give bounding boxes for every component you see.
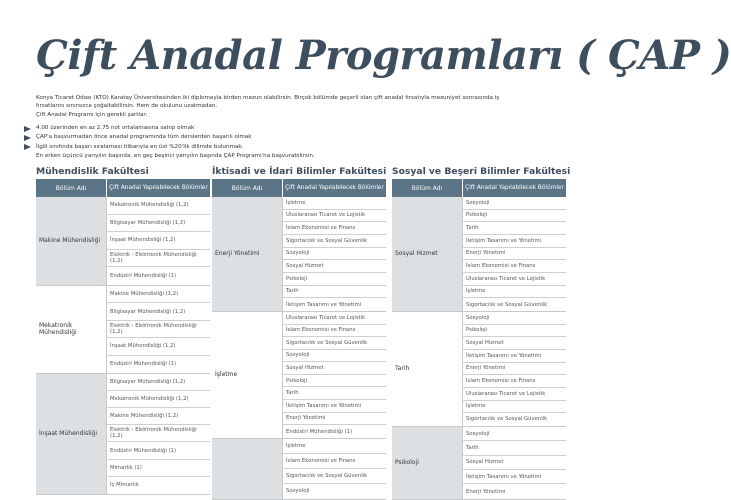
program-item: Endüstri Mühendisliği (1) (286, 428, 353, 435)
department-name: İşletme (215, 371, 238, 379)
faculty-title-muhendislik: Mühendislik Fakültesi (36, 166, 149, 177)
faculty-title-sosyal: Sosyal ve Beşeri Bilimler Fakültesi (392, 166, 571, 177)
program-item: Sigortacılık ve Sosyal Güvenlik (466, 301, 548, 308)
table-header (36, 179, 210, 197)
program-item: Enerji Yönetimi (466, 488, 506, 495)
program-item: İletişim Tasarımı ve Yönetimi (283, 400, 386, 413)
program-item: Bilgisayar Mühendisliği (1,2) (107, 215, 210, 233)
header-programs: Çift Anadal Yapılabilecek Bölümler (465, 184, 564, 191)
requirement-text: En erken üçüncü yarıyılın başında, en geç beşinci yarıyılın başında ÇAP Programı'na başvurabilirsin. (36, 152, 315, 159)
department-name: Mekatronik Mühendisliği (39, 321, 77, 337)
program-item: Mekatronik Mühendisliği (1,2) (107, 197, 210, 215)
program-item: Sigortacılık ve Sosyal Güvenlik (466, 416, 548, 423)
department-group (212, 197, 386, 312)
program-item: Psikoloji (463, 210, 566, 223)
intro-line: fırsatlarını sınırsızca çoğaltabilirsin. Hem de okulunu uzatmadan. (36, 103, 218, 110)
program-item: Sosyoloji (283, 350, 386, 363)
header-dept: Bölüm Adı (36, 179, 107, 197)
program-item: Makine Mühendisliği (1,2) (107, 408, 210, 425)
intro-line: Çift Anadal Programı için gerekli şartlar: (36, 111, 148, 118)
program-item: İnşaat Mühendisliği (1,2) (107, 232, 210, 250)
program-item: Sosyoloji (286, 488, 310, 495)
program-item: İslam Ekonomisi ve Finans (283, 454, 386, 469)
program-item: İletişim Tasarımı ve Yönetimi (286, 301, 362, 308)
program-item: İletişim Tasarımı ve Yönetimi (463, 235, 566, 248)
header-programs: Çift Anadal Yapılabilecek Bölümler (285, 184, 384, 191)
department-group (392, 312, 566, 427)
department-group (36, 197, 210, 286)
program-item: Uluslararası Ticaret ve Lojistik (463, 273, 566, 286)
program-item: Mimarlık (1) (107, 460, 210, 477)
department-name: Sosyal Hizmet (392, 197, 462, 311)
department-name: Psikoloji (392, 427, 462, 499)
program-item: İşletme (283, 197, 386, 210)
program-item: Sosyal Hizmet (283, 362, 386, 375)
department-name (212, 439, 282, 499)
intro-text (36, 94, 576, 119)
program-item: Sigortacılık ve Sosyal Güvenlik (283, 235, 386, 248)
requirement-item (24, 133, 564, 142)
requirement-item (24, 152, 564, 161)
program-item: Sosyal Hizmet (463, 456, 566, 470)
program-item: Sosyoloji (463, 427, 566, 441)
program-item: Elektrik - Elektronik Mühendisliği (1,2) (107, 425, 210, 442)
program-item: İşletme (463, 401, 566, 414)
arrow-bullet-icon (24, 144, 31, 150)
program-item: Bilgisayar Mühendisliği (1,2) (107, 374, 210, 391)
faculty-table-sosyal (392, 179, 566, 499)
department-group (392, 427, 566, 500)
program-item: İslam Ekonomisi ve Finans (283, 222, 386, 235)
department-name: Tarih (395, 365, 410, 373)
program-item: İşletme (463, 286, 566, 299)
department-name: Makine Mühendisliği (36, 197, 106, 285)
program-item: Sosyoloji (463, 197, 566, 210)
department-name: İnşaat Mühendisliği (36, 374, 106, 494)
program-list (282, 197, 386, 311)
program-item: Bilgisayar Mühendisliği (1,2) (107, 303, 210, 320)
program-item: Sigortacılık ve Sosyal Güvenlik (283, 337, 386, 350)
program-item: İnşaat Mühendisliği (1,2) (107, 338, 210, 355)
program-item: Elektrik - Elektronik Mühendisliği (1,2) (107, 321, 210, 338)
program-item: Psikoloji (283, 273, 386, 286)
program-item: Tarih (283, 387, 386, 400)
requirements-list (24, 124, 564, 161)
program-item: İletişim Tasarımı ve Yönetimi (463, 470, 566, 484)
faculty-table-muhendislik (36, 179, 210, 499)
department-group (392, 197, 566, 312)
program-list (106, 374, 210, 494)
program-list (282, 439, 386, 499)
program-item: Makine Mühendisliği (1,2) (107, 286, 210, 303)
program-item: Elektrik - Elektronik Mühendisliği (1,2) (107, 250, 210, 268)
faculty-title-iktisadi: İktisadi ve İdari Bilimler Fakültesi (212, 166, 387, 177)
program-list (106, 286, 210, 373)
program-list (462, 427, 566, 499)
faculty-table-iktisadi (212, 179, 386, 499)
program-item: Mekatronik Mühendisliği (1,2) (107, 391, 210, 408)
department-group (212, 312, 386, 439)
table-header (392, 179, 566, 197)
arrow-bullet-icon (24, 135, 31, 141)
program-item: Enerji Yönetimi (463, 248, 566, 261)
header-dept: Bölüm Adı (392, 179, 463, 197)
requirement-item (24, 143, 564, 152)
department-group (36, 286, 210, 374)
program-item: Psikoloji (463, 325, 566, 338)
program-item: Sosyal Hizmet (283, 260, 386, 273)
program-item: Psikoloji (283, 375, 386, 388)
program-item: Sosyal Hizmet (463, 337, 566, 350)
program-list (462, 312, 566, 426)
program-item: İslam Ekonomisi ve Finans (463, 260, 566, 273)
program-item: Sigortacılık ve Sosyal Güvenlik (283, 469, 386, 484)
department-name: Enerji Yönetimi (212, 197, 282, 311)
page-title: Çift Anadal Programları ( ÇAP ) (36, 32, 731, 79)
program-item: İslam Ekonomisi ve Finans (283, 325, 386, 338)
program-item: Endüstri Mühendisliği (1) (110, 273, 177, 280)
program-list (106, 197, 210, 285)
table-header (212, 179, 386, 197)
program-item: Tarih (463, 222, 566, 235)
program-item: İç Mimarlık (110, 482, 139, 489)
requirement-text: 4.00 üzerinden en az 2.75 not ortalamasına sahip olmak (36, 125, 195, 131)
intro-line: Konya Ticaret Odası (KTO) Karatay Üniversitesinden iki diplomayla birden mezun olabilirsin. Birçok bölümde geçerli olan çift anadal fırsatıyla mezuniyet sonrasında iş (36, 95, 500, 101)
program-list (282, 312, 386, 438)
program-item: Sosyoloji (463, 312, 566, 325)
requirement-text: İlgili sınıfında başarı sıralaması itibarıyla en üst %20'lik dilimde bulunmak. (36, 143, 244, 150)
program-list (462, 197, 566, 311)
program-item: İletişim Tasarımı ve Yönetimi (463, 350, 566, 363)
requirement-item (24, 124, 564, 133)
requirement-text: ÇAP'a başvurmadan önce anadal programında tüm derslerden başarılı olmak (36, 134, 252, 141)
program-item: İslam Ekonomisi ve Finans (463, 375, 566, 388)
program-item: İşletme (283, 439, 386, 454)
department-group (36, 374, 210, 495)
program-item: Enerji Yönetimi (283, 413, 386, 426)
program-item: Sosyoloji (283, 248, 386, 261)
header-dept: Bölüm Adı (212, 179, 283, 197)
program-item: Endüstri Mühendisliği (1) (110, 361, 177, 368)
program-item: Enerji Yönetimi (463, 363, 566, 376)
program-item: Tarih (283, 286, 386, 299)
arrow-bullet-icon (24, 126, 31, 132)
program-item: Tarih (463, 441, 566, 455)
program-item: Uluslararası Ticaret ve Lojistik (283, 312, 386, 325)
program-item: Uluslararası Ticaret ve Lojistik (283, 210, 386, 223)
program-item: Uluslararası Ticaret ve Lojistik (463, 388, 566, 401)
header-programs: Çift Anadal Yapılabilecek Bölümler (109, 184, 208, 191)
department-group (212, 439, 386, 500)
program-item: Endüstri Mühendisliği (1) (107, 442, 210, 459)
